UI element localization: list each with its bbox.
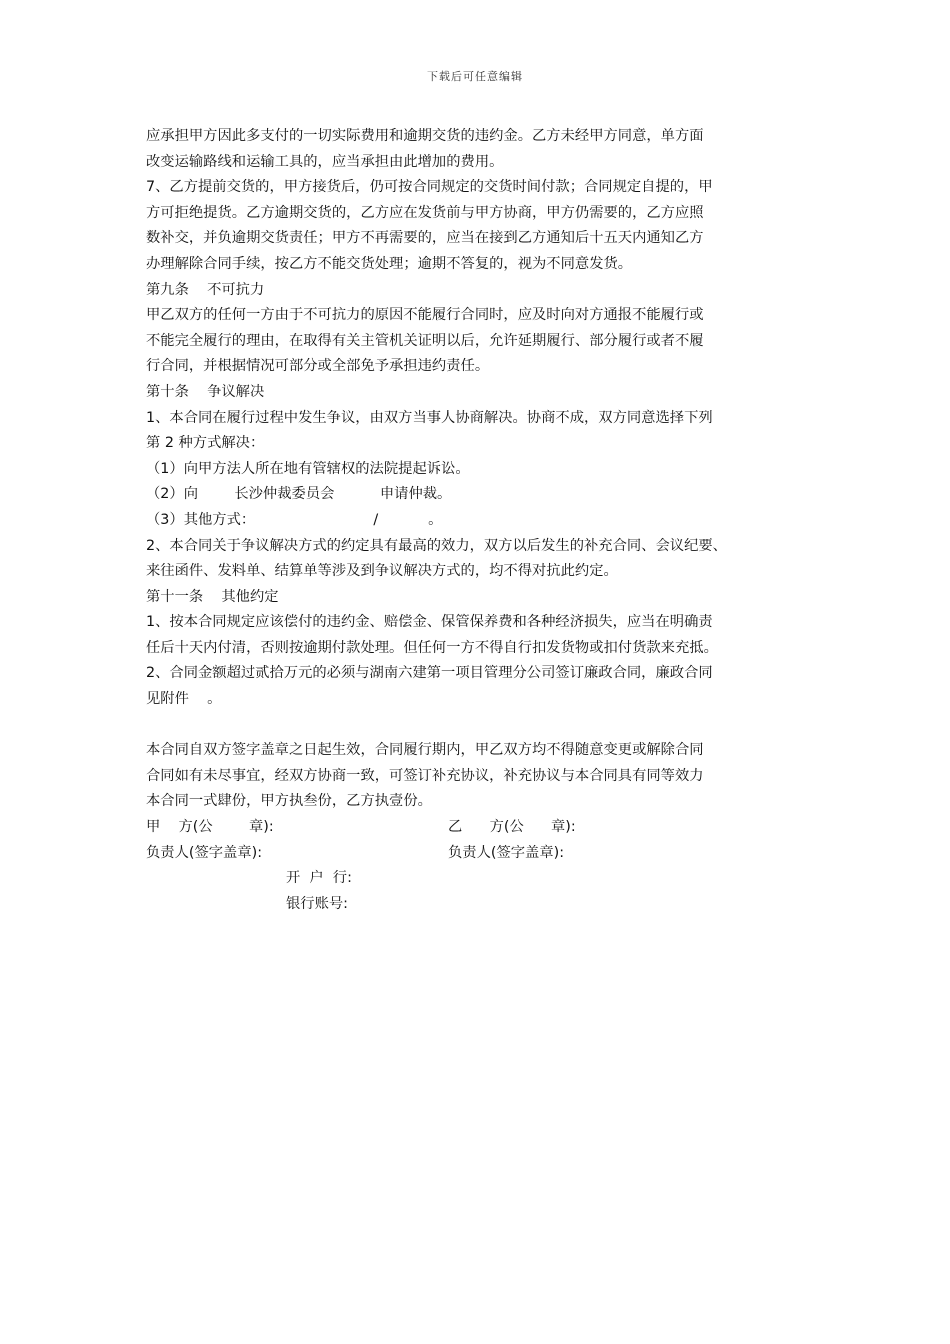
signature-rep-row: [146, 841, 826, 867]
body-line: 数补交，并负逾期交货责任；甲方不再需要的，应当在接到乙方通知后十五天内通知乙方: [146, 230, 704, 247]
body-line: 办理解除合同手续，按乙方不能交货处理；逾期不答复的，视为不同意发货。: [146, 255, 633, 272]
body-line: 2、本合同关于争议解决方式的约定具有最高的效力，双方以后发生的补充合同、会议纪要、: [146, 537, 727, 554]
body-line: 方可拒绝提货。乙方逾期交货的，乙方应在发货前与甲方协商，甲方仍需要的，乙方应照: [146, 204, 704, 221]
signature-seal-row: [146, 815, 826, 841]
bank-name-label: 开 户 行:: [286, 870, 352, 887]
dispute-option-3: （3）其他方式： / 。: [146, 511, 443, 528]
body-line: 2、合同金额超过贰拾万元的必须与湖南六建第一项目管理分公司签订廉政合同，廉政合同: [146, 665, 713, 682]
closing-line: 本合同自双方签字盖章之日起生效，合同履行期内，甲乙双方均不得随意变更或解除合同: [146, 742, 704, 759]
contract-body: [146, 124, 826, 917]
bank-account-label: 银行账号:: [286, 895, 349, 912]
party-a-seal-label: 甲 方(公 章):: [146, 819, 274, 836]
party-b-rep-label: 负责人(签字盖章):: [448, 844, 565, 861]
section-heading-other-terms: 第十一条 其他约定: [146, 588, 279, 605]
body-line: 见附件 。: [146, 691, 222, 708]
section-heading-dispute-resolution: 第十条 争议解决: [146, 383, 265, 400]
body-line: 应承担甲方因此多支付的一切实际费用和逾期交货的违约金。乙方未经甲方同意，单方面: [146, 128, 704, 144]
body-line: 1、按本合同规定应该偿付的违约金、赔偿金、保管保养费和各种经济损失，应当在明确责: [146, 614, 713, 631]
body-line: 来往函件、发料单、结算单等涉及到争议解决方式的，均不得对抗此约定。: [146, 563, 618, 580]
body-line: 改变运输路线和运输工具的，应当承担由此增加的费用。: [146, 153, 504, 170]
body-line: 7、乙方提前交货的，甲方接货后，仍可按合同规定的交货时间付款；合同规定自提的，甲: [146, 179, 713, 196]
dispute-option-2: （2）向 长沙仲裁委员会 申请仲裁。: [146, 486, 452, 503]
dispute-option-1: （1）向甲方法人所在地有管辖权的法院提起诉讼。: [146, 460, 470, 477]
body-line: 行合同，并根据情况可部分或全部免予承担违约责任。: [146, 358, 490, 375]
section-heading-force-majeure: 第九条 不可抗力: [146, 281, 265, 298]
party-a-rep-label: 负责人(签字盖章):: [146, 844, 263, 861]
body-line: 任后十天内付清，否则按逾期付款处理。但任何一方不得自行扣发货物或扣付货款来充抵。: [146, 639, 718, 656]
body-line: 1、本合同在履行过程中发生争议，由双方当事人协商解决。协商不成，双方同意选择下列: [146, 409, 713, 426]
spacer: [146, 713, 826, 739]
body-line: 不能完全履行的理由，在取得有关主管机关证明以后，允许延期履行、部分履行或者不履: [146, 332, 704, 349]
party-b-seal-label: 乙 方(公 章):: [448, 819, 576, 836]
closing-line: 合同如有未尽事宜，经双方协商一致，可签订补充协议，补充协议与本合同具有同等效力: [146, 767, 704, 784]
page-header-note: 下载后可任意编辑: [427, 70, 523, 83]
body-line: 甲乙双方的任何一方由于不可抗力的原因不能履行合同时，应及时向对方通报不能履行或: [146, 307, 704, 324]
closing-line: 本合同一式肆份，甲方执叁份，乙方执壹份。: [146, 793, 432, 810]
body-line: 第 2 种方式解决：: [146, 435, 265, 452]
